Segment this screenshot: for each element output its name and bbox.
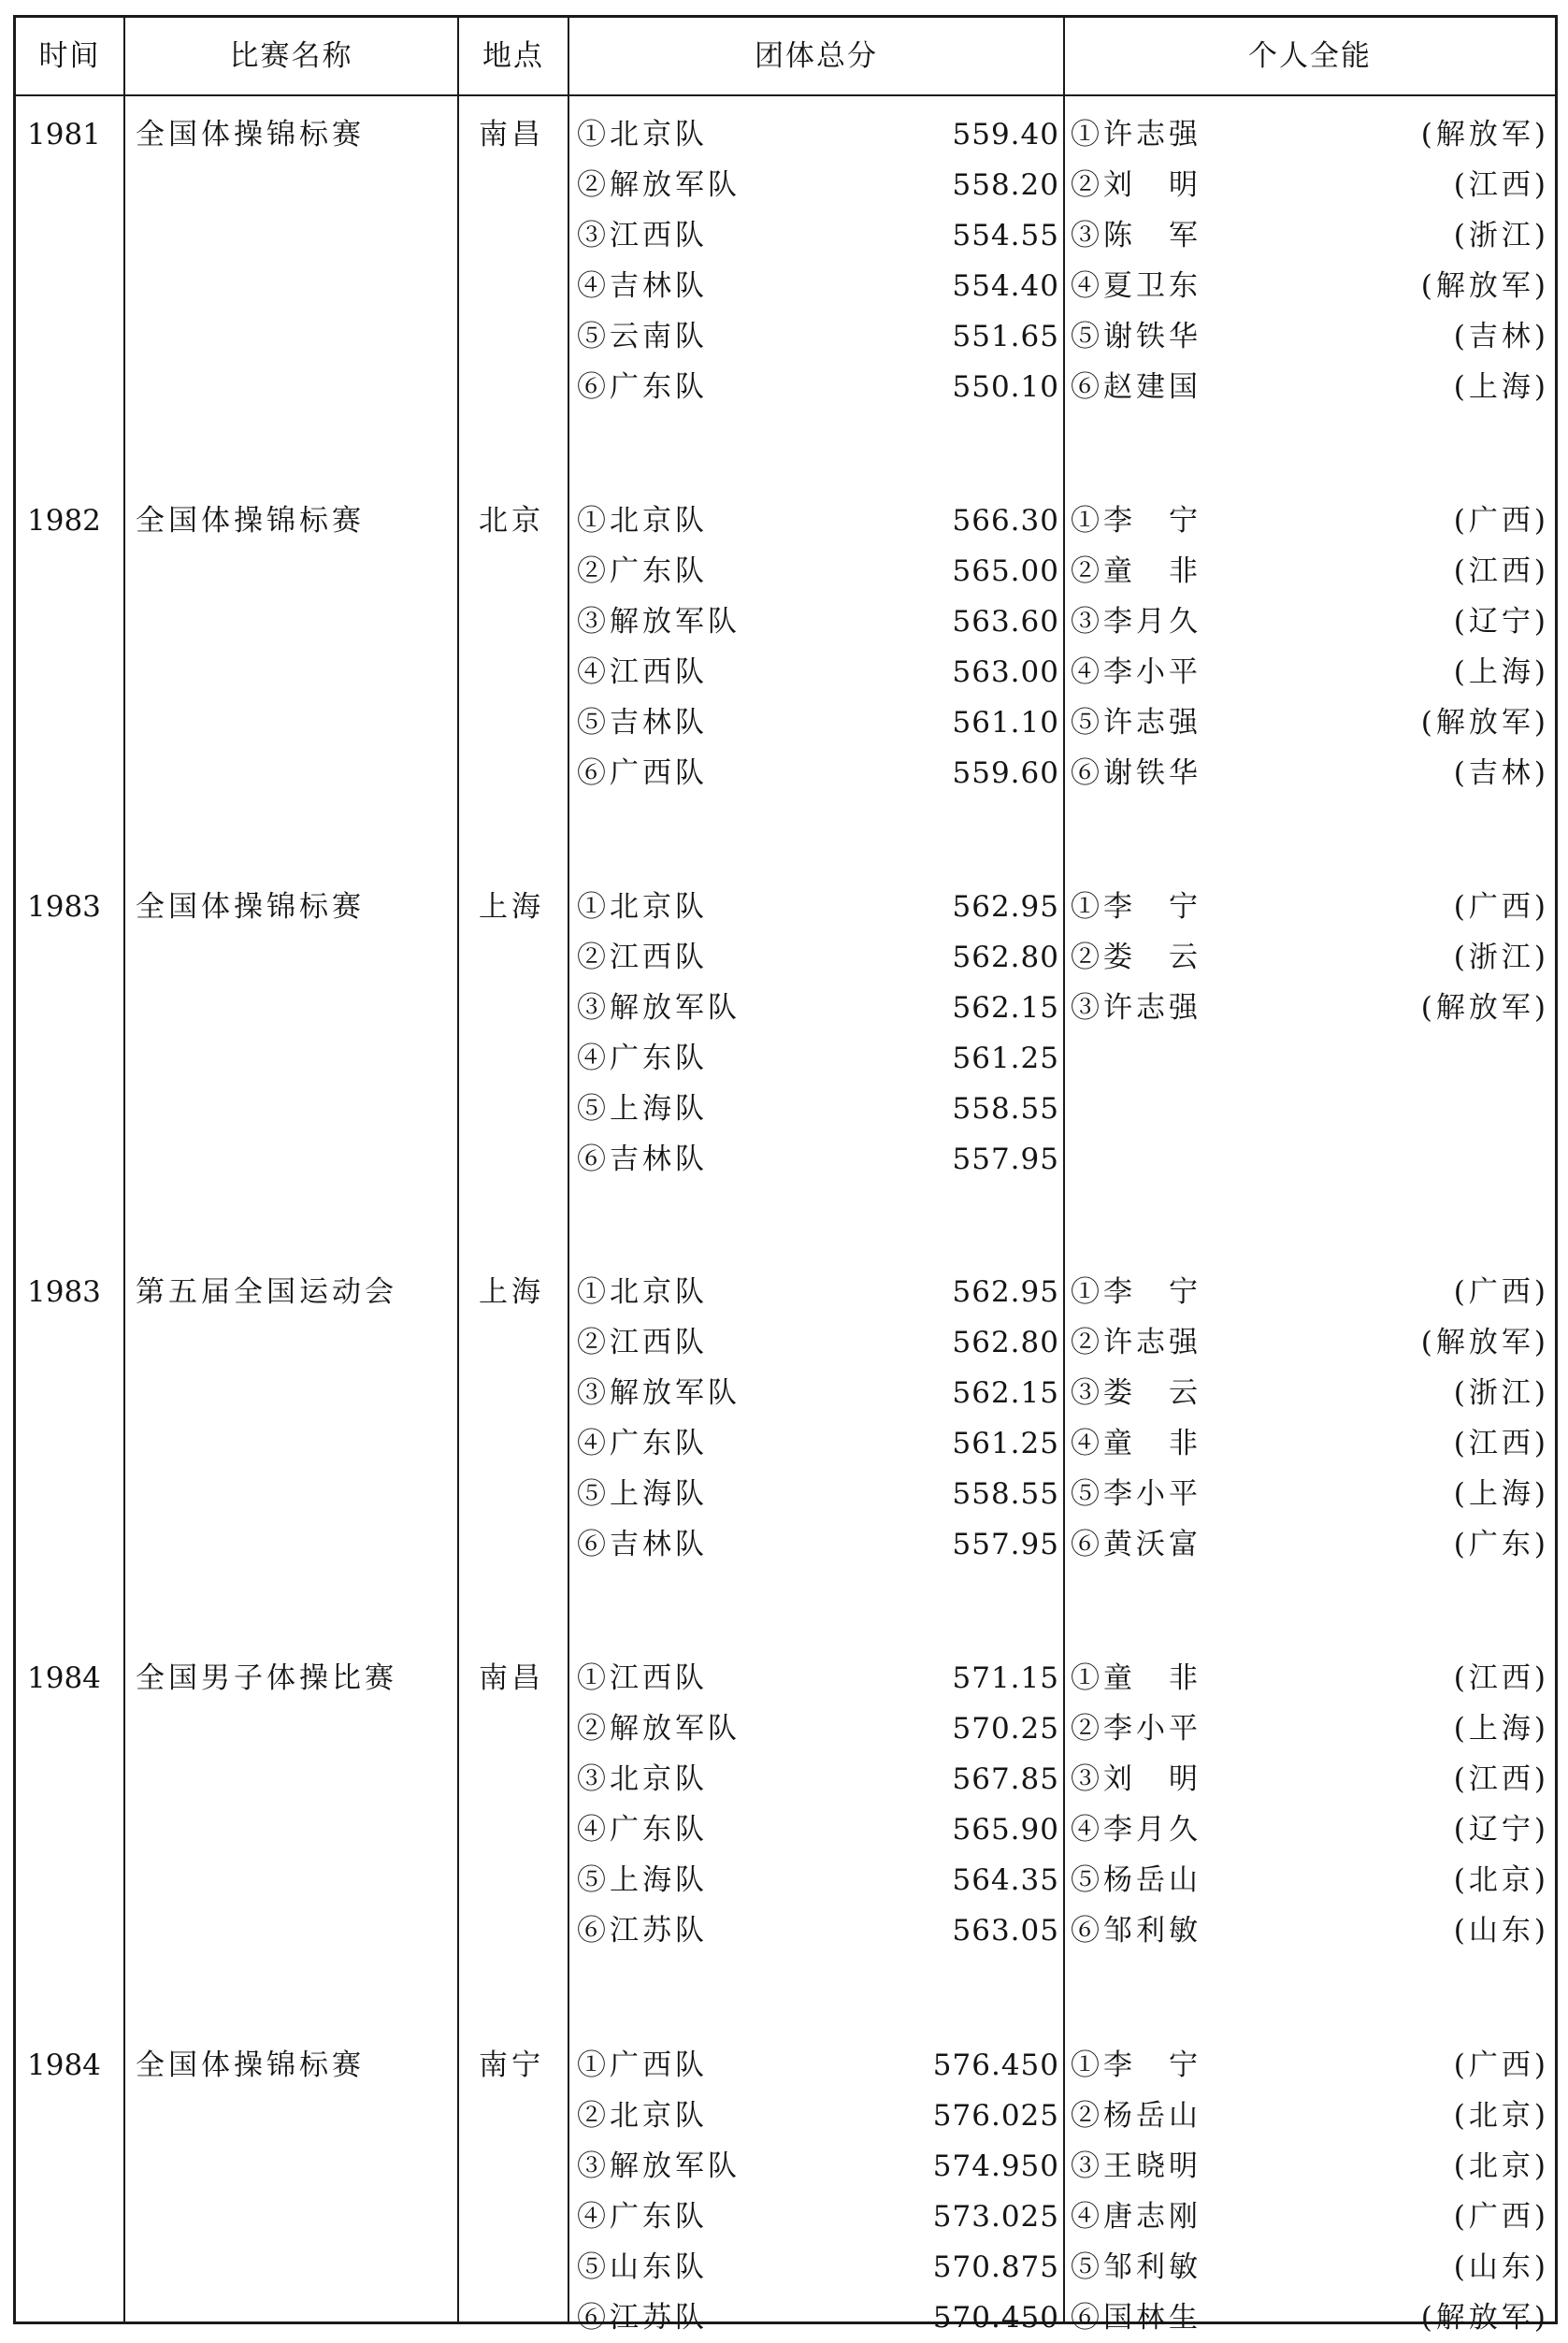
team-score: 558.55 bbox=[952, 1477, 1059, 1511]
event-year: 1984 bbox=[27, 2048, 101, 2082]
team-name: ②江西队 bbox=[577, 1326, 708, 1359]
team-score: 562.15 bbox=[952, 1376, 1059, 1410]
team-result-row bbox=[569, 2091, 1063, 2141]
athlete-unit: (解放军) bbox=[1420, 1326, 1549, 1359]
team-score: 571.15 bbox=[952, 1661, 1059, 1695]
team-name: ⑤上海队 bbox=[577, 1477, 708, 1511]
team-result-row bbox=[569, 1134, 1063, 1185]
team-name: ⑥广东队 bbox=[577, 370, 708, 404]
team-result-row bbox=[569, 697, 1063, 748]
team-score: 574.950 bbox=[932, 2149, 1059, 2183]
individual-result-row bbox=[1065, 1653, 1553, 1703]
event-location: 南昌 bbox=[479, 118, 544, 151]
athlete-unit: (江西) bbox=[1453, 1661, 1549, 1695]
team-name: ③解放军队 bbox=[577, 1376, 741, 1410]
athlete-name: ③王晓明 bbox=[1071, 2149, 1201, 2183]
individual-result-row bbox=[1065, 546, 1553, 597]
team-score: 576.450 bbox=[932, 2048, 1059, 2082]
team-name: ③解放军队 bbox=[577, 2149, 741, 2183]
athlete-name: ⑥黄沃富 bbox=[1071, 1528, 1201, 1561]
team-name: ②广东队 bbox=[577, 554, 708, 588]
athlete-unit: (北京) bbox=[1453, 2149, 1549, 2183]
team-result-row bbox=[569, 546, 1063, 597]
team-name: ⑤吉林队 bbox=[577, 706, 708, 740]
team-name: ⑤上海队 bbox=[577, 1863, 708, 1897]
header-competition: 比赛名称 bbox=[229, 39, 353, 73]
event-location: 南昌 bbox=[479, 1661, 544, 1695]
team-name: ②解放军队 bbox=[577, 168, 741, 202]
header-individual-all-around: 个人全能 bbox=[1248, 39, 1372, 73]
individual-result-row bbox=[1065, 1519, 1553, 1570]
athlete-name: ③娄 云 bbox=[1071, 1376, 1201, 1410]
athlete-name: ④李小平 bbox=[1071, 655, 1201, 689]
team-score: 557.95 bbox=[952, 1143, 1059, 1176]
team-result-row bbox=[569, 597, 1063, 647]
individual-result-row bbox=[1065, 261, 1553, 311]
team-result-row bbox=[569, 1804, 1063, 1855]
team-score: 573.025 bbox=[932, 2200, 1059, 2234]
team-score: 570.450 bbox=[932, 2301, 1059, 2335]
team-name: ④广东队 bbox=[577, 1813, 708, 1847]
athlete-unit: (浙江) bbox=[1453, 1376, 1549, 1410]
team-score: 554.40 bbox=[952, 269, 1059, 303]
table-header bbox=[16, 18, 1555, 94]
individual-result-row bbox=[1065, 109, 1553, 160]
individual-result-row bbox=[1065, 983, 1553, 1033]
athlete-name: ①童 非 bbox=[1071, 1661, 1201, 1695]
individual-result-row bbox=[1065, 697, 1553, 748]
team-result-row bbox=[569, 2141, 1063, 2192]
team-name: ⑥广西队 bbox=[577, 756, 708, 790]
team-name: ③江西队 bbox=[577, 219, 708, 252]
individual-result-row bbox=[1065, 1855, 1553, 1905]
athlete-unit: (上海) bbox=[1453, 655, 1549, 689]
team-name: ⑤上海队 bbox=[577, 1092, 708, 1126]
athlete-unit: (广西) bbox=[1453, 1275, 1549, 1309]
athlete-name: ③刘 明 bbox=[1071, 1762, 1201, 1796]
athlete-name: ⑤李小平 bbox=[1071, 1477, 1201, 1511]
individual-result-row bbox=[1065, 1317, 1553, 1368]
team-score: 561.25 bbox=[952, 1427, 1059, 1460]
team-score: 561.10 bbox=[952, 706, 1059, 740]
team-name: ③解放军队 bbox=[577, 991, 741, 1025]
team-score: 563.60 bbox=[952, 605, 1059, 639]
individual-result-row bbox=[1065, 1418, 1553, 1469]
individual-result-row bbox=[1065, 1469, 1553, 1519]
athlete-unit: (广西) bbox=[1453, 2048, 1549, 2082]
team-name: ①北京队 bbox=[577, 504, 708, 538]
event-competition: 全国体操锦标赛 bbox=[136, 890, 365, 924]
team-name: ⑥江苏队 bbox=[577, 1914, 708, 1948]
team-result-row bbox=[569, 1653, 1063, 1703]
team-score: 565.00 bbox=[952, 554, 1059, 588]
individual-result-row bbox=[1065, 882, 1553, 932]
team-name: ①广西队 bbox=[577, 2048, 708, 2082]
team-result-row bbox=[569, 748, 1063, 798]
team-result-row bbox=[569, 311, 1063, 362]
team-name: ③解放军队 bbox=[577, 605, 741, 639]
team-name: ⑥吉林队 bbox=[577, 1528, 708, 1561]
athlete-unit: (解放军) bbox=[1420, 706, 1549, 740]
team-score: 562.95 bbox=[952, 890, 1059, 924]
athlete-name: ②刘 明 bbox=[1071, 168, 1201, 202]
team-score: 562.80 bbox=[952, 1326, 1059, 1359]
athlete-unit: (解放军) bbox=[1420, 991, 1549, 1025]
team-result-row bbox=[569, 2040, 1063, 2091]
team-name: ⑤云南队 bbox=[577, 320, 708, 353]
athlete-name: ②童 非 bbox=[1071, 554, 1201, 588]
athlete-name: ②杨岳山 bbox=[1071, 2099, 1201, 2133]
team-name: ⑥吉林队 bbox=[577, 1143, 708, 1176]
athlete-unit: (广西) bbox=[1453, 504, 1549, 538]
team-result-row bbox=[569, 983, 1063, 1033]
athlete-unit: (山东) bbox=[1453, 1914, 1549, 1948]
athlete-unit: (解放军) bbox=[1420, 269, 1549, 303]
athlete-name: ①许志强 bbox=[1071, 118, 1201, 151]
team-result-row bbox=[569, 2242, 1063, 2293]
team-result-row bbox=[569, 210, 1063, 261]
athlete-name: ②许志强 bbox=[1071, 1326, 1201, 1359]
team-score: 559.40 bbox=[952, 118, 1059, 151]
event-competition: 全国体操锦标赛 bbox=[136, 504, 365, 538]
athlete-unit: (吉林) bbox=[1453, 320, 1549, 353]
team-name: ③北京队 bbox=[577, 1762, 708, 1796]
team-result-row bbox=[569, 932, 1063, 983]
individual-result-row bbox=[1065, 1754, 1553, 1804]
athlete-name: ⑤谢铁华 bbox=[1071, 320, 1201, 353]
team-result-row bbox=[569, 1519, 1063, 1570]
header-team-total: 团体总分 bbox=[755, 39, 878, 73]
athlete-unit: (江西) bbox=[1453, 1762, 1549, 1796]
team-score: 566.30 bbox=[952, 504, 1059, 538]
individual-result-row bbox=[1065, 496, 1553, 546]
team-result-row bbox=[569, 1469, 1063, 1519]
team-result-row bbox=[569, 1855, 1063, 1905]
athlete-name: ⑤邹利敏 bbox=[1071, 2250, 1201, 2284]
team-result-row bbox=[569, 109, 1063, 160]
event-year: 1983 bbox=[27, 1275, 101, 1309]
athlete-name: ①李 宁 bbox=[1071, 2048, 1201, 2082]
team-result-row bbox=[569, 1033, 1063, 1084]
event-year: 1981 bbox=[27, 118, 101, 151]
athlete-name: ⑥赵建国 bbox=[1071, 370, 1201, 404]
athlete-unit: (上海) bbox=[1453, 370, 1549, 404]
event-location: 北京 bbox=[479, 504, 544, 538]
athlete-unit: (吉林) bbox=[1453, 756, 1549, 790]
team-score: 551.65 bbox=[952, 320, 1059, 353]
individual-result-row bbox=[1065, 362, 1553, 412]
athlete-unit: (广东) bbox=[1453, 1528, 1549, 1561]
athlete-unit: (江西) bbox=[1453, 1427, 1549, 1460]
athlete-name: ②李小平 bbox=[1071, 1712, 1201, 1746]
athlete-unit: (上海) bbox=[1453, 1477, 1549, 1511]
individual-result-row bbox=[1065, 2091, 1553, 2141]
individual-result-row bbox=[1065, 210, 1553, 261]
individual-result-row bbox=[1065, 1267, 1553, 1317]
team-score: 558.55 bbox=[952, 1092, 1059, 1126]
team-name: ⑤山东队 bbox=[577, 2250, 708, 2284]
athlete-unit: (解放军) bbox=[1420, 118, 1549, 151]
event-year: 1984 bbox=[27, 1661, 101, 1695]
team-score: 576.025 bbox=[932, 2099, 1059, 2133]
team-result-row bbox=[569, 160, 1063, 210]
individual-result-row bbox=[1065, 1368, 1553, 1418]
athlete-unit: (浙江) bbox=[1453, 219, 1549, 252]
athlete-name: ⑥谢铁华 bbox=[1071, 756, 1201, 790]
individual-result-row bbox=[1065, 647, 1553, 697]
team-score: 570.875 bbox=[932, 2250, 1059, 2284]
individual-result-row bbox=[1065, 2040, 1553, 2091]
athlete-unit: (浙江) bbox=[1453, 941, 1549, 974]
athlete-name: ⑤许志强 bbox=[1071, 706, 1201, 740]
event-year: 1983 bbox=[27, 890, 101, 924]
team-score: 558.20 bbox=[952, 168, 1059, 202]
team-result-row bbox=[569, 1084, 1063, 1134]
team-score: 563.00 bbox=[952, 655, 1059, 689]
athlete-name: ④李月久 bbox=[1071, 1813, 1201, 1847]
team-name: ④广东队 bbox=[577, 1427, 708, 1460]
team-score: 561.25 bbox=[952, 1042, 1059, 1075]
event-competition: 全国男子体操比赛 bbox=[136, 1661, 397, 1695]
team-score: 557.95 bbox=[952, 1528, 1059, 1561]
team-result-row bbox=[569, 2293, 1063, 2343]
results-table bbox=[13, 15, 1558, 2335]
athlete-unit: (北京) bbox=[1453, 2099, 1549, 2133]
event-year: 1982 bbox=[27, 504, 101, 538]
team-name: ①江西队 bbox=[577, 1661, 708, 1695]
team-result-row bbox=[569, 261, 1063, 311]
team-name: ①北京队 bbox=[577, 118, 708, 151]
team-score: 562.80 bbox=[952, 941, 1059, 974]
athlete-unit: (广西) bbox=[1453, 890, 1549, 924]
team-name: ①北京队 bbox=[577, 890, 708, 924]
header-divider bbox=[16, 94, 1555, 96]
event-location: 上海 bbox=[479, 1275, 544, 1309]
team-result-row bbox=[569, 1317, 1063, 1368]
individual-result-row bbox=[1065, 1804, 1553, 1855]
team-score: 554.55 bbox=[952, 219, 1059, 252]
athlete-unit: (山东) bbox=[1453, 2250, 1549, 2284]
team-name: ④江西队 bbox=[577, 655, 708, 689]
team-score: 559.60 bbox=[952, 756, 1059, 790]
athlete-unit: (解放军) bbox=[1420, 2301, 1549, 2335]
individual-result-row bbox=[1065, 1703, 1553, 1754]
event-location: 上海 bbox=[479, 890, 544, 924]
athlete-name: ⑥国林生 bbox=[1071, 2301, 1201, 2335]
team-result-row bbox=[569, 1754, 1063, 1804]
athlete-name: ③李月久 bbox=[1071, 605, 1201, 639]
athlete-name: ①李 宁 bbox=[1071, 1275, 1201, 1309]
team-name: ②解放军队 bbox=[577, 1712, 741, 1746]
athlete-name: ③陈 军 bbox=[1071, 219, 1201, 252]
individual-result-row bbox=[1065, 597, 1553, 647]
individual-result-row bbox=[1065, 2192, 1553, 2242]
team-name: ②江西队 bbox=[577, 941, 708, 974]
athlete-name: ②娄 云 bbox=[1071, 941, 1201, 974]
team-result-row bbox=[569, 1418, 1063, 1469]
team-result-row bbox=[569, 362, 1063, 412]
athlete-unit: (辽宁) bbox=[1453, 1813, 1549, 1847]
team-result-row bbox=[569, 1267, 1063, 1317]
event-competition: 全国体操锦标赛 bbox=[136, 2048, 365, 2082]
individual-result-row bbox=[1065, 748, 1553, 798]
header-time: 时间 bbox=[38, 39, 101, 73]
individual-result-row bbox=[1065, 2141, 1553, 2192]
team-result-row bbox=[569, 1905, 1063, 1956]
athlete-name: ④夏卫东 bbox=[1071, 269, 1201, 303]
individual-result-row bbox=[1065, 2293, 1553, 2343]
team-score: 564.35 bbox=[952, 1863, 1059, 1897]
event-location: 南宁 bbox=[479, 2048, 544, 2082]
athlete-name: ①李 宁 bbox=[1071, 504, 1201, 538]
team-result-row bbox=[569, 647, 1063, 697]
column-divider bbox=[457, 18, 459, 2321]
team-score: 567.85 bbox=[952, 1762, 1059, 1796]
team-score: 562.15 bbox=[952, 991, 1059, 1025]
athlete-name: ④童 非 bbox=[1071, 1427, 1201, 1460]
athlete-unit: (上海) bbox=[1453, 1712, 1549, 1746]
individual-result-row bbox=[1065, 932, 1553, 983]
team-score: 563.05 bbox=[952, 1914, 1059, 1948]
individual-result-row bbox=[1065, 1905, 1553, 1956]
team-score: 570.25 bbox=[952, 1712, 1059, 1746]
team-result-row bbox=[569, 496, 1063, 546]
team-name: ①北京队 bbox=[577, 1275, 708, 1309]
event-competition: 第五届全国运动会 bbox=[136, 1275, 397, 1309]
team-name: ④广东队 bbox=[577, 2200, 708, 2234]
athlete-unit: (江西) bbox=[1453, 168, 1549, 202]
individual-result-row bbox=[1065, 160, 1553, 210]
athlete-name: ⑤杨岳山 bbox=[1071, 1863, 1201, 1897]
team-score: 565.90 bbox=[952, 1813, 1059, 1847]
team-name: ④吉林队 bbox=[577, 269, 708, 303]
team-score: 562.95 bbox=[952, 1275, 1059, 1309]
team-result-row bbox=[569, 882, 1063, 932]
athlete-unit: (辽宁) bbox=[1453, 605, 1549, 639]
team-result-row bbox=[569, 1703, 1063, 1754]
athlete-unit: (江西) bbox=[1453, 554, 1549, 588]
header-location: 地点 bbox=[482, 39, 544, 73]
team-score: 550.10 bbox=[952, 370, 1059, 404]
athlete-name: ①李 宁 bbox=[1071, 890, 1201, 924]
column-divider bbox=[123, 18, 125, 2321]
athlete-name: ④唐志刚 bbox=[1071, 2200, 1201, 2234]
athlete-unit: (北京) bbox=[1453, 1863, 1549, 1897]
individual-result-row bbox=[1065, 2242, 1553, 2293]
team-name: ⑥江苏队 bbox=[577, 2301, 708, 2335]
team-result-row bbox=[569, 1368, 1063, 1418]
athlete-name: ③许志强 bbox=[1071, 991, 1201, 1025]
athlete-name: ⑥邹利敏 bbox=[1071, 1914, 1201, 1948]
individual-result-row bbox=[1065, 311, 1553, 362]
event-competition: 全国体操锦标赛 bbox=[136, 118, 365, 151]
team-name: ④广东队 bbox=[577, 1042, 708, 1075]
team-name: ②北京队 bbox=[577, 2099, 708, 2133]
athlete-unit: (广西) bbox=[1453, 2200, 1549, 2234]
team-result-row bbox=[569, 2192, 1063, 2242]
